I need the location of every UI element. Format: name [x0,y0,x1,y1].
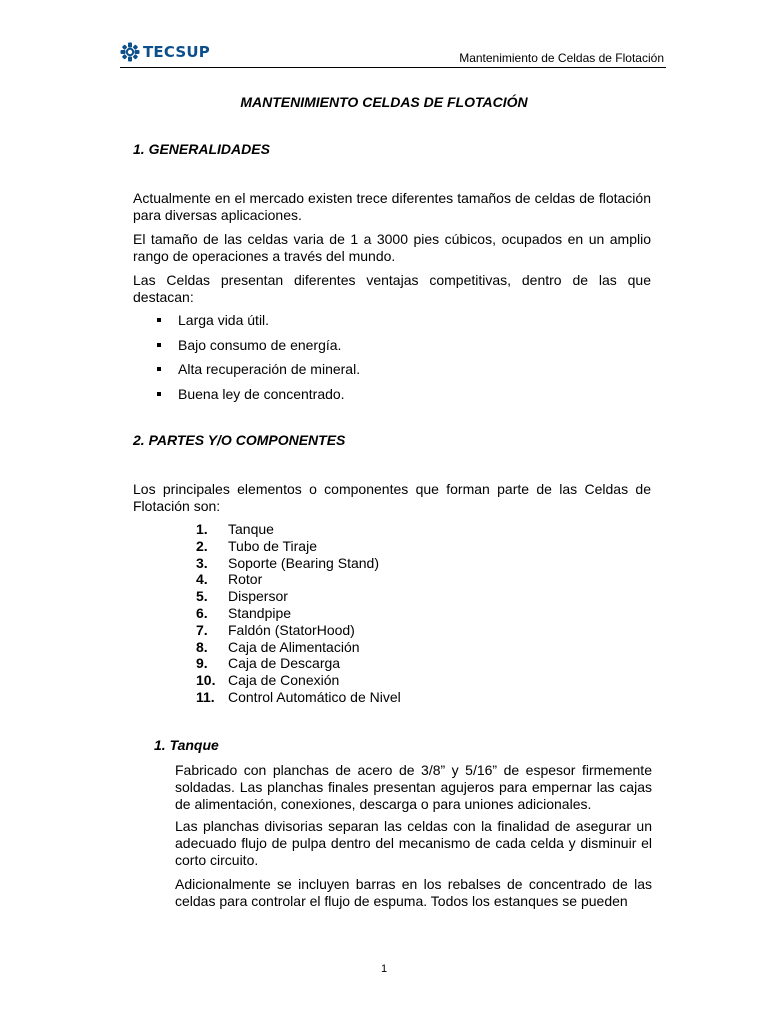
component-label: Tubo de Tiraje [228,537,317,554]
component-item [196,521,401,538]
component-item [196,571,401,588]
bullet-square-icon [157,367,161,371]
component-item [196,538,401,555]
component-label: Rotor [228,571,263,588]
bullet-square-icon [157,318,161,322]
component-label: Control Automático de Nivel [228,688,401,705]
component-label: Caja de Alimentación [228,638,360,655]
component-item [196,689,401,706]
list-item-text: Buena ley de concentrado. [178,385,345,402]
component-label: Dispersor [228,588,288,605]
list-item-text: Bajo consumo de energía. [178,336,342,353]
component-label: Caja de Descarga [228,655,341,672]
header-divider [120,67,666,68]
advantages-list [154,312,360,410]
component-number: 4. [196,571,208,588]
component-number: 11. [196,688,215,705]
component-label: Standpipe [228,604,292,621]
list-item [154,312,360,337]
component-number: 10. [196,672,216,689]
component-number: 3. [196,554,208,571]
component-number: 7. [196,621,208,638]
component-item [196,588,401,605]
list-item [154,386,360,411]
section-heading-generalidades: 1. GENERALIDADES [133,141,270,157]
component-item [196,655,401,672]
paragraph: Actualmente en el mercado existen trece diferentes tamaños de celdas de flotación para diversas aplicaciones. [133,190,651,223]
component-label: Caja de Conexión [228,672,340,689]
component-number: 5. [196,588,208,605]
component-number: 8. [196,638,208,655]
component-label: Tanque [228,521,274,537]
component-item [196,672,401,689]
components-list [196,521,401,706]
component-number: 6. [196,604,208,621]
paragraph: Fabricado con planchas de acero de 3/8” y 5/16” de espesor firmemente soldadas. Las planchas finales presentan agujeros para empernar las cajas de alimentación, conexiones, descarga o para uniones adicionales. [175,762,652,812]
component-item [196,639,401,656]
component-number: 9. [196,655,208,672]
tecsup-logo-icon [120,42,140,62]
list-item-text: Larga vida útil. [178,312,270,328]
tecsup-logo [120,40,210,64]
list-item-text: Alta recuperación de mineral. [178,361,361,377]
page-number: 1 [380,963,388,975]
page-header [120,40,666,68]
document-title: MANTENIMIENTO CELDAS DE FLOTACIÓN [240,94,528,110]
component-label: Faldón (StatorHood) [228,621,355,638]
component-number: 1. [196,521,208,537]
logo-text: TECSUP [143,43,210,61]
component-item [196,605,401,622]
list-item [154,361,360,386]
subsection-heading-tanque: 1. Tanque [154,737,219,753]
paragraph: Las Celdas presentan diferentes ventajas competitivas, dentro de las que destacan: [133,272,651,305]
component-label: Soporte (Bearing Stand) [228,554,379,571]
component-number: 2. [196,537,208,554]
bullet-square-icon [157,343,161,347]
component-item [196,622,401,639]
bullet-square-icon [157,392,161,396]
paragraph: Las planchas divisorias separan las celdas con la finalidad de asegurar un adecuado flujo de pulpa dentro del mecanismo de cada celda y disminuir el corto circuito. [175,818,652,868]
section-heading-partes: 2. PARTES Y/O COMPONENTES [133,432,346,448]
list-item [154,337,360,362]
header-title: Mantenimiento de Celdas de Flotación [459,51,664,65]
paragraph: El tamaño de las celdas varia de 1 a 3000 pies cúbicos, ocupados en un amplio rango de operaciones a través del mundo. [133,231,651,264]
paragraph: Los principales elementos o componentes que forman parte de las Celdas de Flotación son: [133,481,651,514]
component-item [196,555,401,572]
paragraph: Adicionalmente se incluyen barras en los rebalses de concentrado de las celdas para controlar el flujo de espuma. Todos los estanques se pueden [175,876,652,909]
